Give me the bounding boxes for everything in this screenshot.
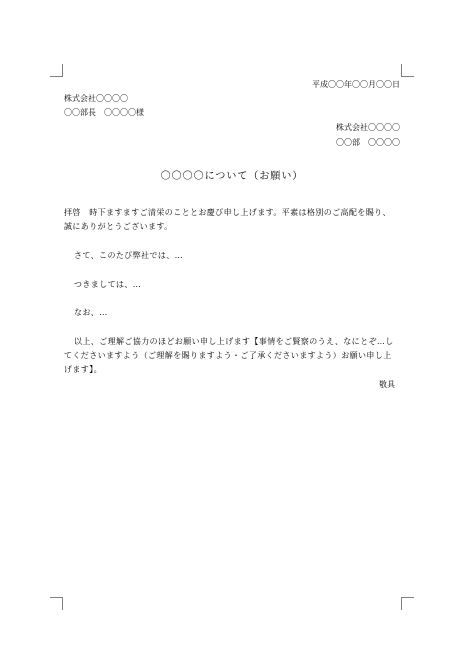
closing-line-3: げます】。 [64,365,102,374]
letter-title: 〇〇〇〇について（お願い） [160,171,304,182]
opening-line-1: 拝啓 時下ますますご清栄のこととお慶び申し上げます。平素は格別のご高配を賜り、 [64,208,391,217]
paragraph-sate: さて、このたび弊社では、… [74,251,184,260]
sender-person: 〇〇部 〇〇〇〇 [336,138,400,147]
crop-mark-bottom-right [401,597,414,610]
sign-off: 敬具 [379,380,395,389]
opening-line-2: 誠にありがとうございます。 [64,222,173,231]
crop-mark-top-right [401,64,414,77]
letter-date: 平成〇〇年〇〇月〇〇日 [312,80,400,89]
closing-line-2: てくださいますよう（ご理解を賜りますよう・ご了承くださいますよう）お願い申し上 [64,351,392,360]
recipient-person: 〇〇部長 〇〇〇〇様 [64,108,144,117]
recipient-company: 株式会社〇〇〇〇 [64,94,128,103]
closing-line-1: 以上、ご理解ご協力のほどお願い申し上げます【事情をご賢察のうえ、なにとぞ…し [74,337,394,346]
paragraph-tsukimashite: つきましては、… [74,280,142,289]
sender-company: 株式会社〇〇〇〇 [336,123,400,132]
crop-mark-top-left [50,64,63,77]
paragraph-nao: なお、… [74,308,108,317]
crop-mark-bottom-left [50,597,63,610]
